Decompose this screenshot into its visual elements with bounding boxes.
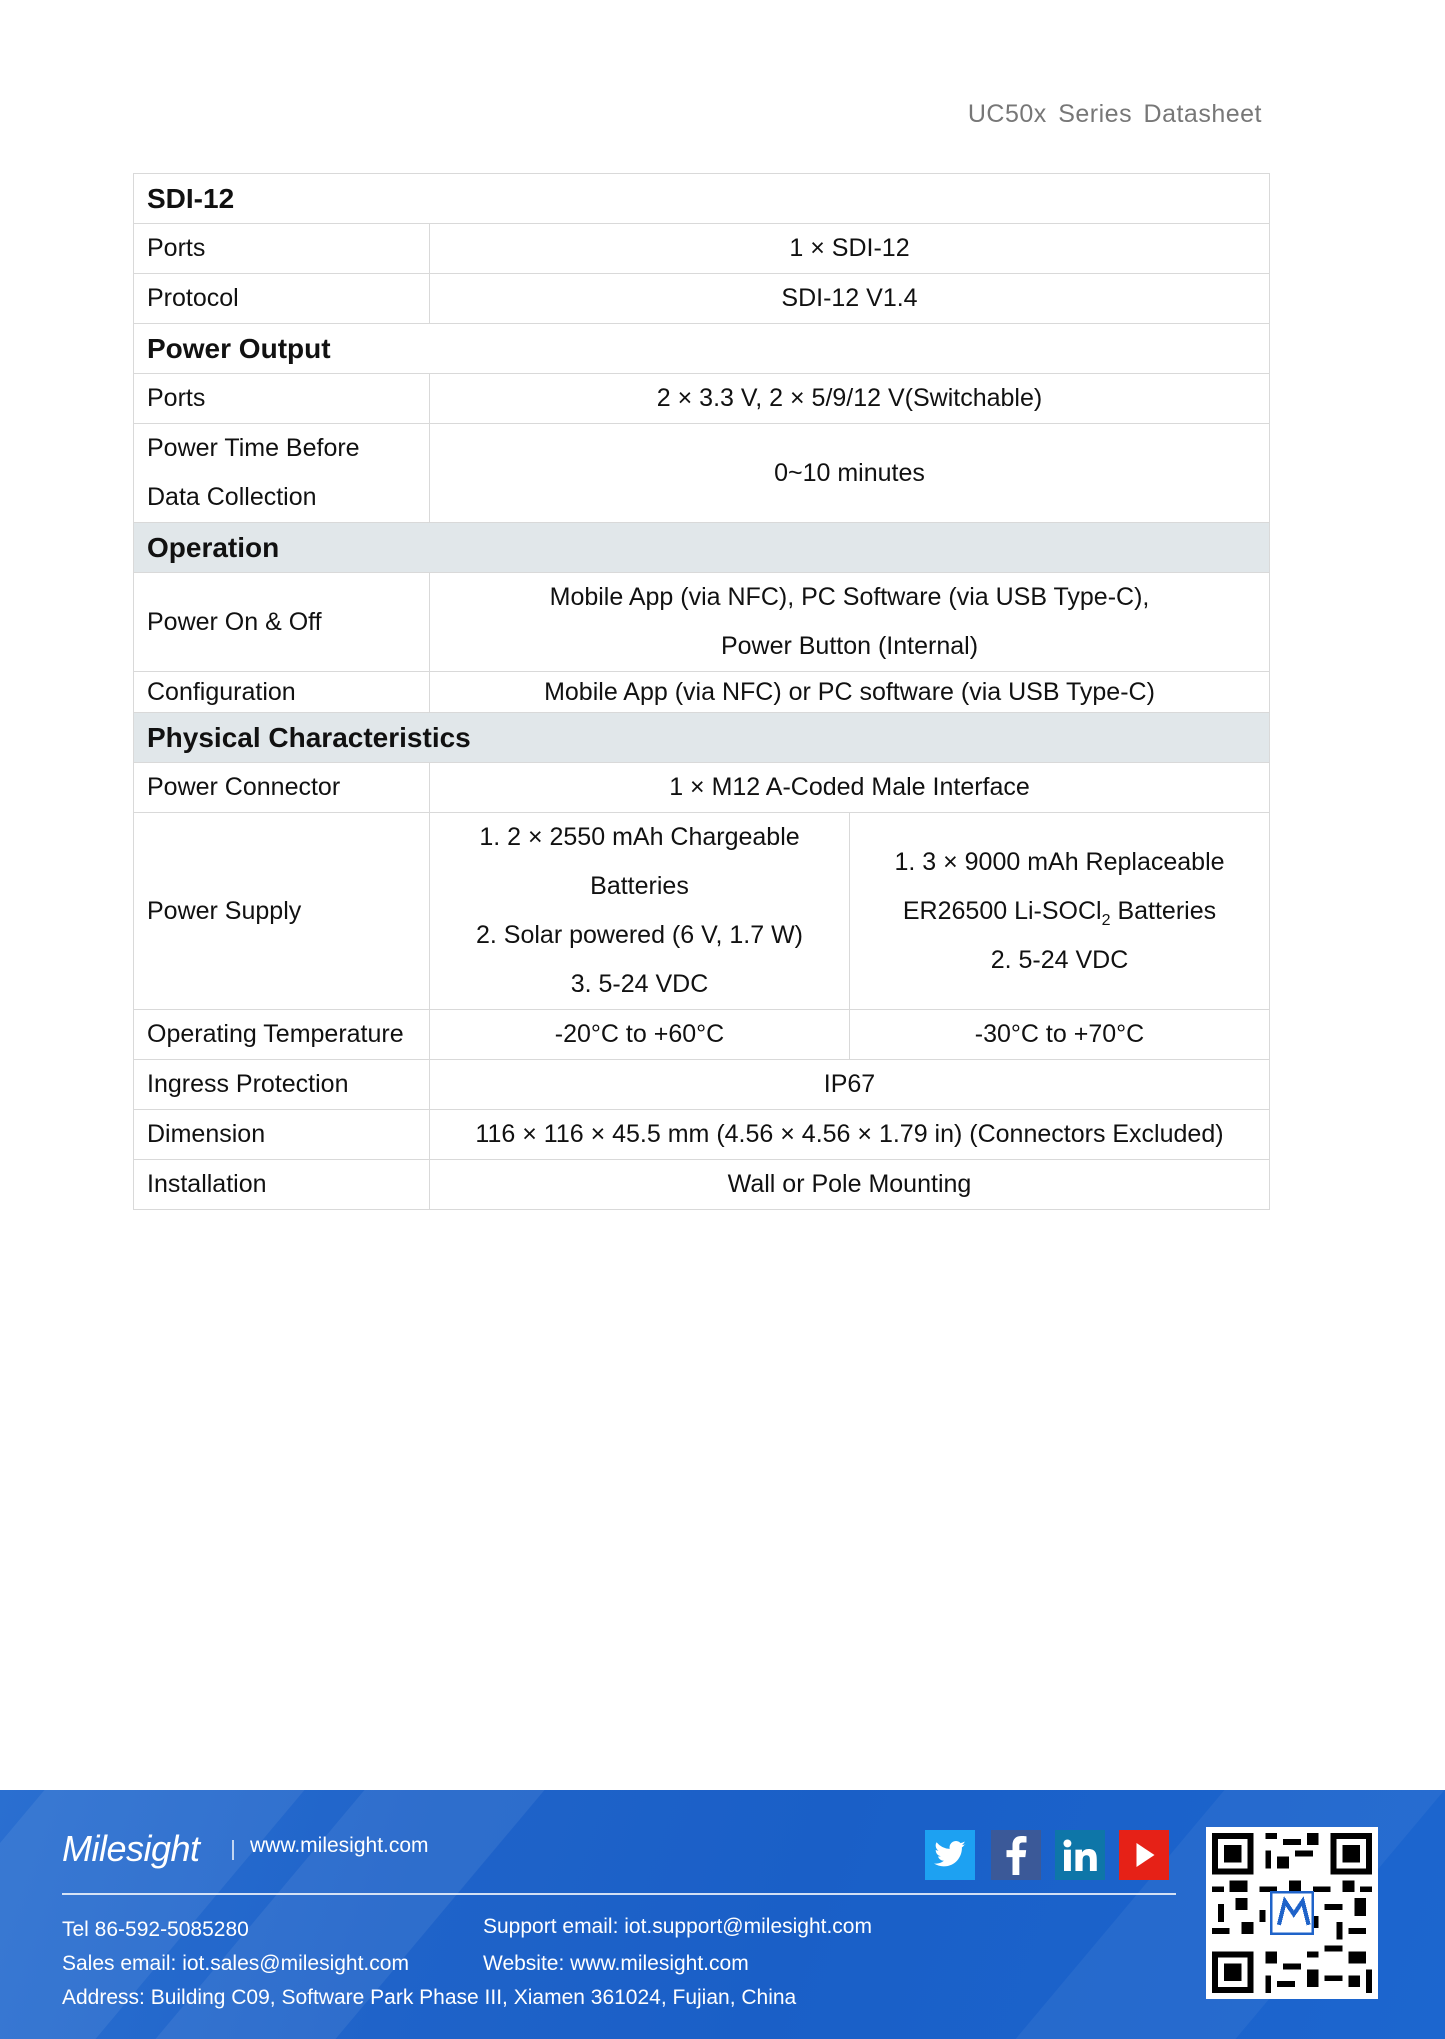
section-power-output xyxy=(134,324,1270,374)
list-item: Batteries xyxy=(590,872,689,900)
divider xyxy=(232,1840,234,1860)
row-label-line: Power Time Before xyxy=(147,434,360,462)
row-label: Ingress Protection xyxy=(134,1060,430,1110)
row-label: Protocol xyxy=(134,274,430,324)
website-text[interactable]: Website: www.milesight.com xyxy=(483,1952,749,1975)
row-label: Configuration xyxy=(134,672,430,713)
qr-code-image xyxy=(1206,1827,1378,1999)
row-value: 2 × 3.3 V, 2 × 5/9/12 V(Switchable) xyxy=(430,374,1270,424)
table-row xyxy=(134,374,1270,424)
row-value-line: Power Button (Internal) xyxy=(720,632,979,660)
support-email-text[interactable]: Support email: iot.support@milesight.com xyxy=(483,1915,872,1938)
twitter-icon[interactable] xyxy=(925,1830,975,1880)
table-row xyxy=(134,672,1270,713)
row-value xyxy=(430,573,1270,672)
website-link[interactable]: www.milesight.com xyxy=(250,1834,429,1857)
row-value: Mobile App (via NFC) or PC software (via USB Type-C) xyxy=(430,672,1270,713)
table-row xyxy=(134,1160,1270,1210)
power-supply-option-b xyxy=(850,813,1270,1010)
row-label-line: Data Collection xyxy=(147,483,317,511)
list-item: 2. Solar powered (6 V, 1.7 W) xyxy=(475,921,803,949)
row-value: -20°C to +60°C xyxy=(430,1010,850,1060)
list-item xyxy=(850,887,1269,936)
list-item: 1. 2 × 2550 mAh Chargeable xyxy=(479,823,800,851)
table-row xyxy=(134,763,1270,813)
sales-email-text[interactable]: Sales email: iot.sales@milesight.com xyxy=(62,1952,409,1975)
row-value: 1 × M12 A-Coded Male Interface xyxy=(430,763,1270,813)
row-value: Wall or Pole Mounting xyxy=(430,1160,1270,1210)
section-title: Operation xyxy=(134,523,1270,573)
chemistry-text: ER26500 Li-SOCl xyxy=(902,896,1102,925)
page-footer xyxy=(0,1790,1445,2039)
power-supply-option-a xyxy=(430,813,850,1010)
list-item: 2. 5-24 VDC xyxy=(990,945,1129,974)
section-title: Power Output xyxy=(134,324,1270,374)
phone-text: Tel 86-592-5085280 xyxy=(62,1918,249,1941)
subscript: 2 xyxy=(1101,911,1111,929)
row-value: IP67 xyxy=(430,1060,1270,1110)
row-label: Power On & Off xyxy=(134,573,430,672)
row-value: 1 × SDI-12 xyxy=(430,224,1270,274)
linkedin-icon[interactable] xyxy=(1055,1830,1105,1880)
table-row xyxy=(134,573,1270,672)
spec-table xyxy=(133,173,1270,1210)
chemistry-suffix: Batteries xyxy=(1110,896,1217,925)
section-physical xyxy=(134,713,1270,763)
address-text: Address: Building C09, Software Park Phase III, Xiamen 361024, Fujian, China xyxy=(62,1986,797,2009)
table-row xyxy=(134,424,1270,523)
milesight-logo: Milesight xyxy=(62,1828,200,1869)
table-row xyxy=(134,1010,1270,1060)
youtube-icon[interactable] xyxy=(1119,1830,1169,1880)
row-value: SDI-12 V1.4 xyxy=(430,274,1270,324)
section-title: Physical Characteristics xyxy=(134,713,1270,763)
list-item: 3. 5-24 VDC xyxy=(570,970,709,998)
footer-divider xyxy=(62,1893,1176,1895)
row-value: -30°C to +70°C xyxy=(850,1010,1270,1060)
facebook-icon[interactable] xyxy=(991,1830,1041,1880)
row-value-line: Mobile App (via NFC), PC Software (via USB Type-C), xyxy=(549,583,1150,611)
row-label: Power Supply xyxy=(134,813,430,1010)
section-sdi12 xyxy=(134,174,1270,224)
row-label xyxy=(134,424,430,523)
row-label: Power Connector xyxy=(134,763,430,813)
table-row xyxy=(134,1110,1270,1160)
section-operation xyxy=(134,523,1270,573)
document-header-title: UC50x Series Datasheet xyxy=(967,100,1262,128)
row-label: Operating Temperature xyxy=(134,1010,430,1060)
row-label: Ports xyxy=(134,374,430,424)
table-row xyxy=(134,1060,1270,1110)
row-value: 116 × 116 × 45.5 mm (4.56 × 4.56 × 1.79 in) (Connectors Excluded) xyxy=(430,1110,1270,1160)
row-value: 0~10 minutes xyxy=(430,424,1270,523)
section-title: SDI-12 xyxy=(134,174,1270,224)
table-row xyxy=(134,274,1270,324)
table-row xyxy=(134,813,1270,1010)
list-item: 1. 3 × 9000 mAh Replaceable xyxy=(894,847,1225,876)
row-label: Ports xyxy=(134,224,430,274)
row-label: Installation xyxy=(134,1160,430,1210)
row-label: Dimension xyxy=(134,1110,430,1160)
table-row xyxy=(134,224,1270,274)
